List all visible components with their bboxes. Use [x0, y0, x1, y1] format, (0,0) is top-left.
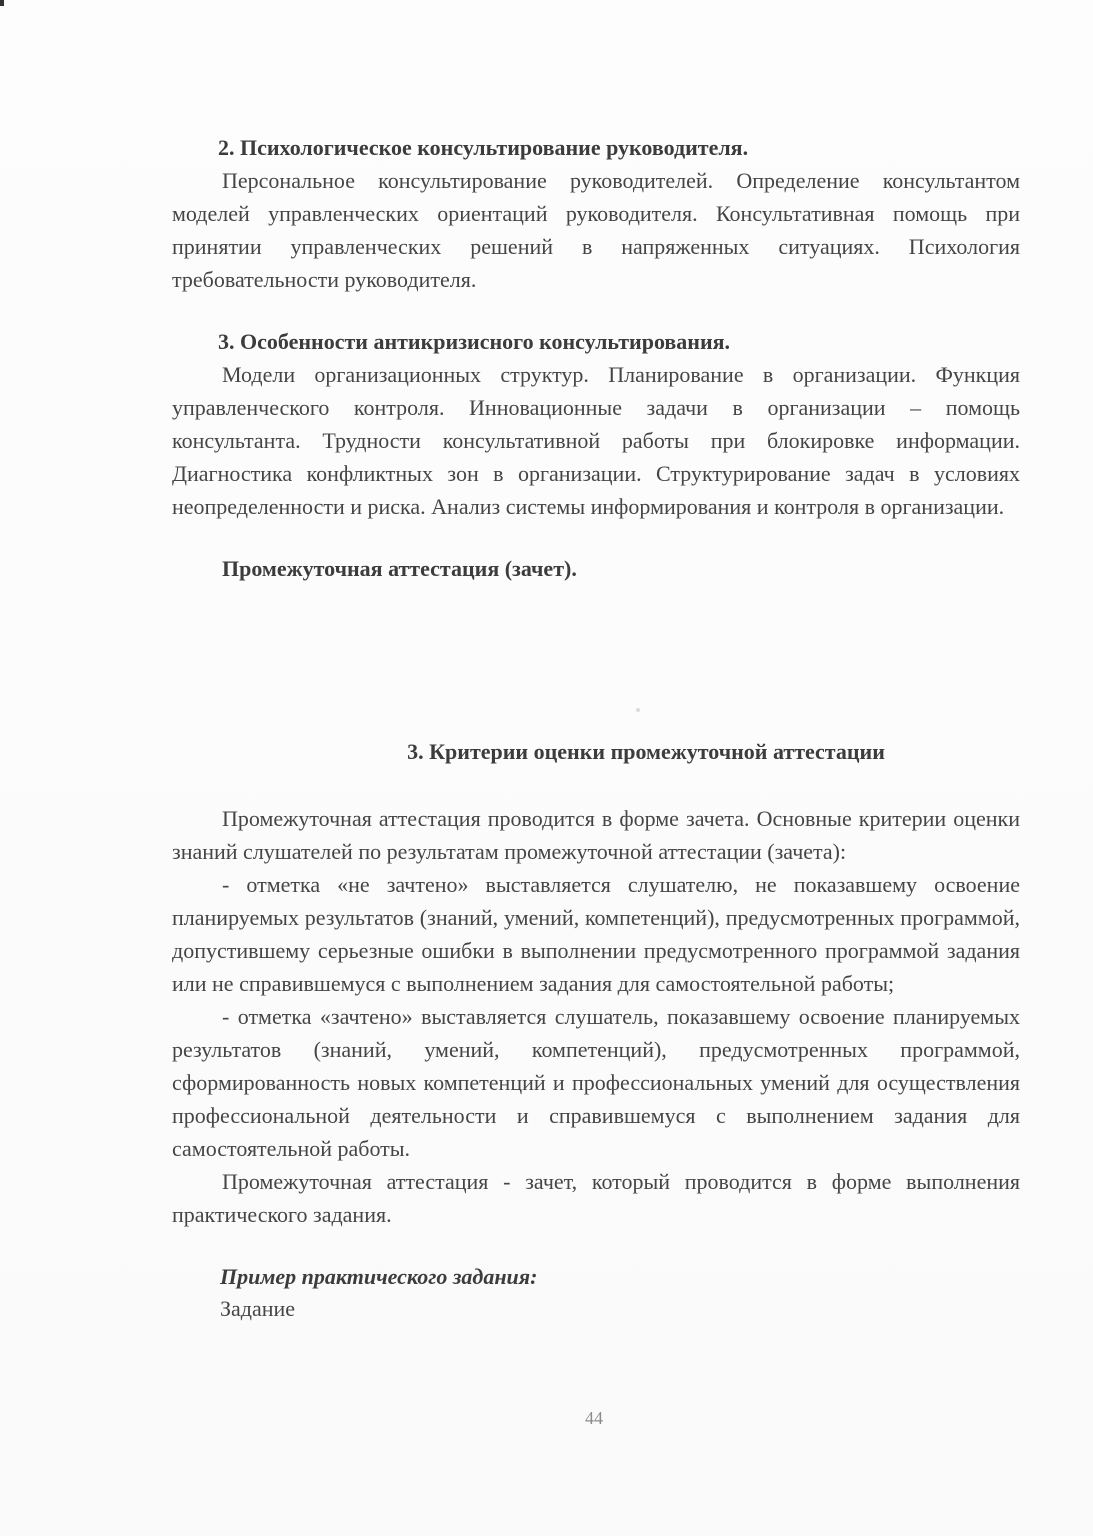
criteria-body [172, 802, 1020, 1325]
section-heading-consulting: 2. Психологическое консультирование руководителя. [218, 135, 749, 160]
course-sections [172, 132, 1020, 585]
scan-artifact [0, 0, 4, 6]
section-paragraph-anticrisis: Модели организационных структур. Планирование в организации. Функция управленческого контроля. Инновационные задачи в организации – помощь консультанта. Трудности консультативной работы при блокировке информации. Диагностика конфликтных зон в организации. Структурирование задач в условиях неопределенности и риска. Анализ системы информирования и контроля в организации. [172, 362, 1020, 519]
criteria-paragraph-form: Промежуточная аттестация - зачет, который проводится в форме выполнения практического задания. [172, 1169, 1020, 1227]
page-number: 44 [585, 1408, 603, 1428]
criteria-paragraph-passed: - отметка «зачтено» выставляется слушатель, показавшему освоение планируемых результатов (знаний, умений, компетенций), предусмотренных программой, сформированность новых компетенций и профессиональных умений для осуществления профессиональной деятельности и справившемуся с выполнением задания для самостоятельной работы. [172, 1004, 1020, 1161]
spacer [172, 1231, 1020, 1261]
criteria-paragraph-not-passed: - отметка «не зачтено» выставляется слушателю, не показавшему освоение планируемых результатов (знаний, умений, компетенций), предусмотренных программой, допустившему серьезные ошибки в выполнении предусмотренного программой задания или не справившемуся с выполнением задания для самостоятельной работы; [172, 872, 1020, 996]
attestation-note: Промежуточная аттестация (зачет). [222, 556, 577, 581]
example-title: Пример практического задания: [220, 1264, 538, 1289]
criteria-paragraph: Промежуточная аттестация проводится в форме зачета. Основные критерии оценки знаний слушателей по результатам промежуточной аттестации (зачета): [172, 806, 1020, 864]
criteria-title: 3. Критерии оценки промежуточной аттестации [407, 739, 885, 764]
section-heading-anticrisis: 3. Особенности антикризисного консультирования. [218, 329, 731, 354]
spacer [172, 296, 1020, 326]
scan-dot [636, 708, 640, 712]
section-paragraph-consulting: Персональное консультирование руководителей. Определение консультантом моделей управленческих ориентаций руководителя. Консультативная помощь при принятии управленческих решений в напряженных ситуациях. Психология требовательности руководителя. [172, 168, 1020, 292]
task-label: Задание [220, 1296, 296, 1321]
spacer [172, 523, 1020, 553]
